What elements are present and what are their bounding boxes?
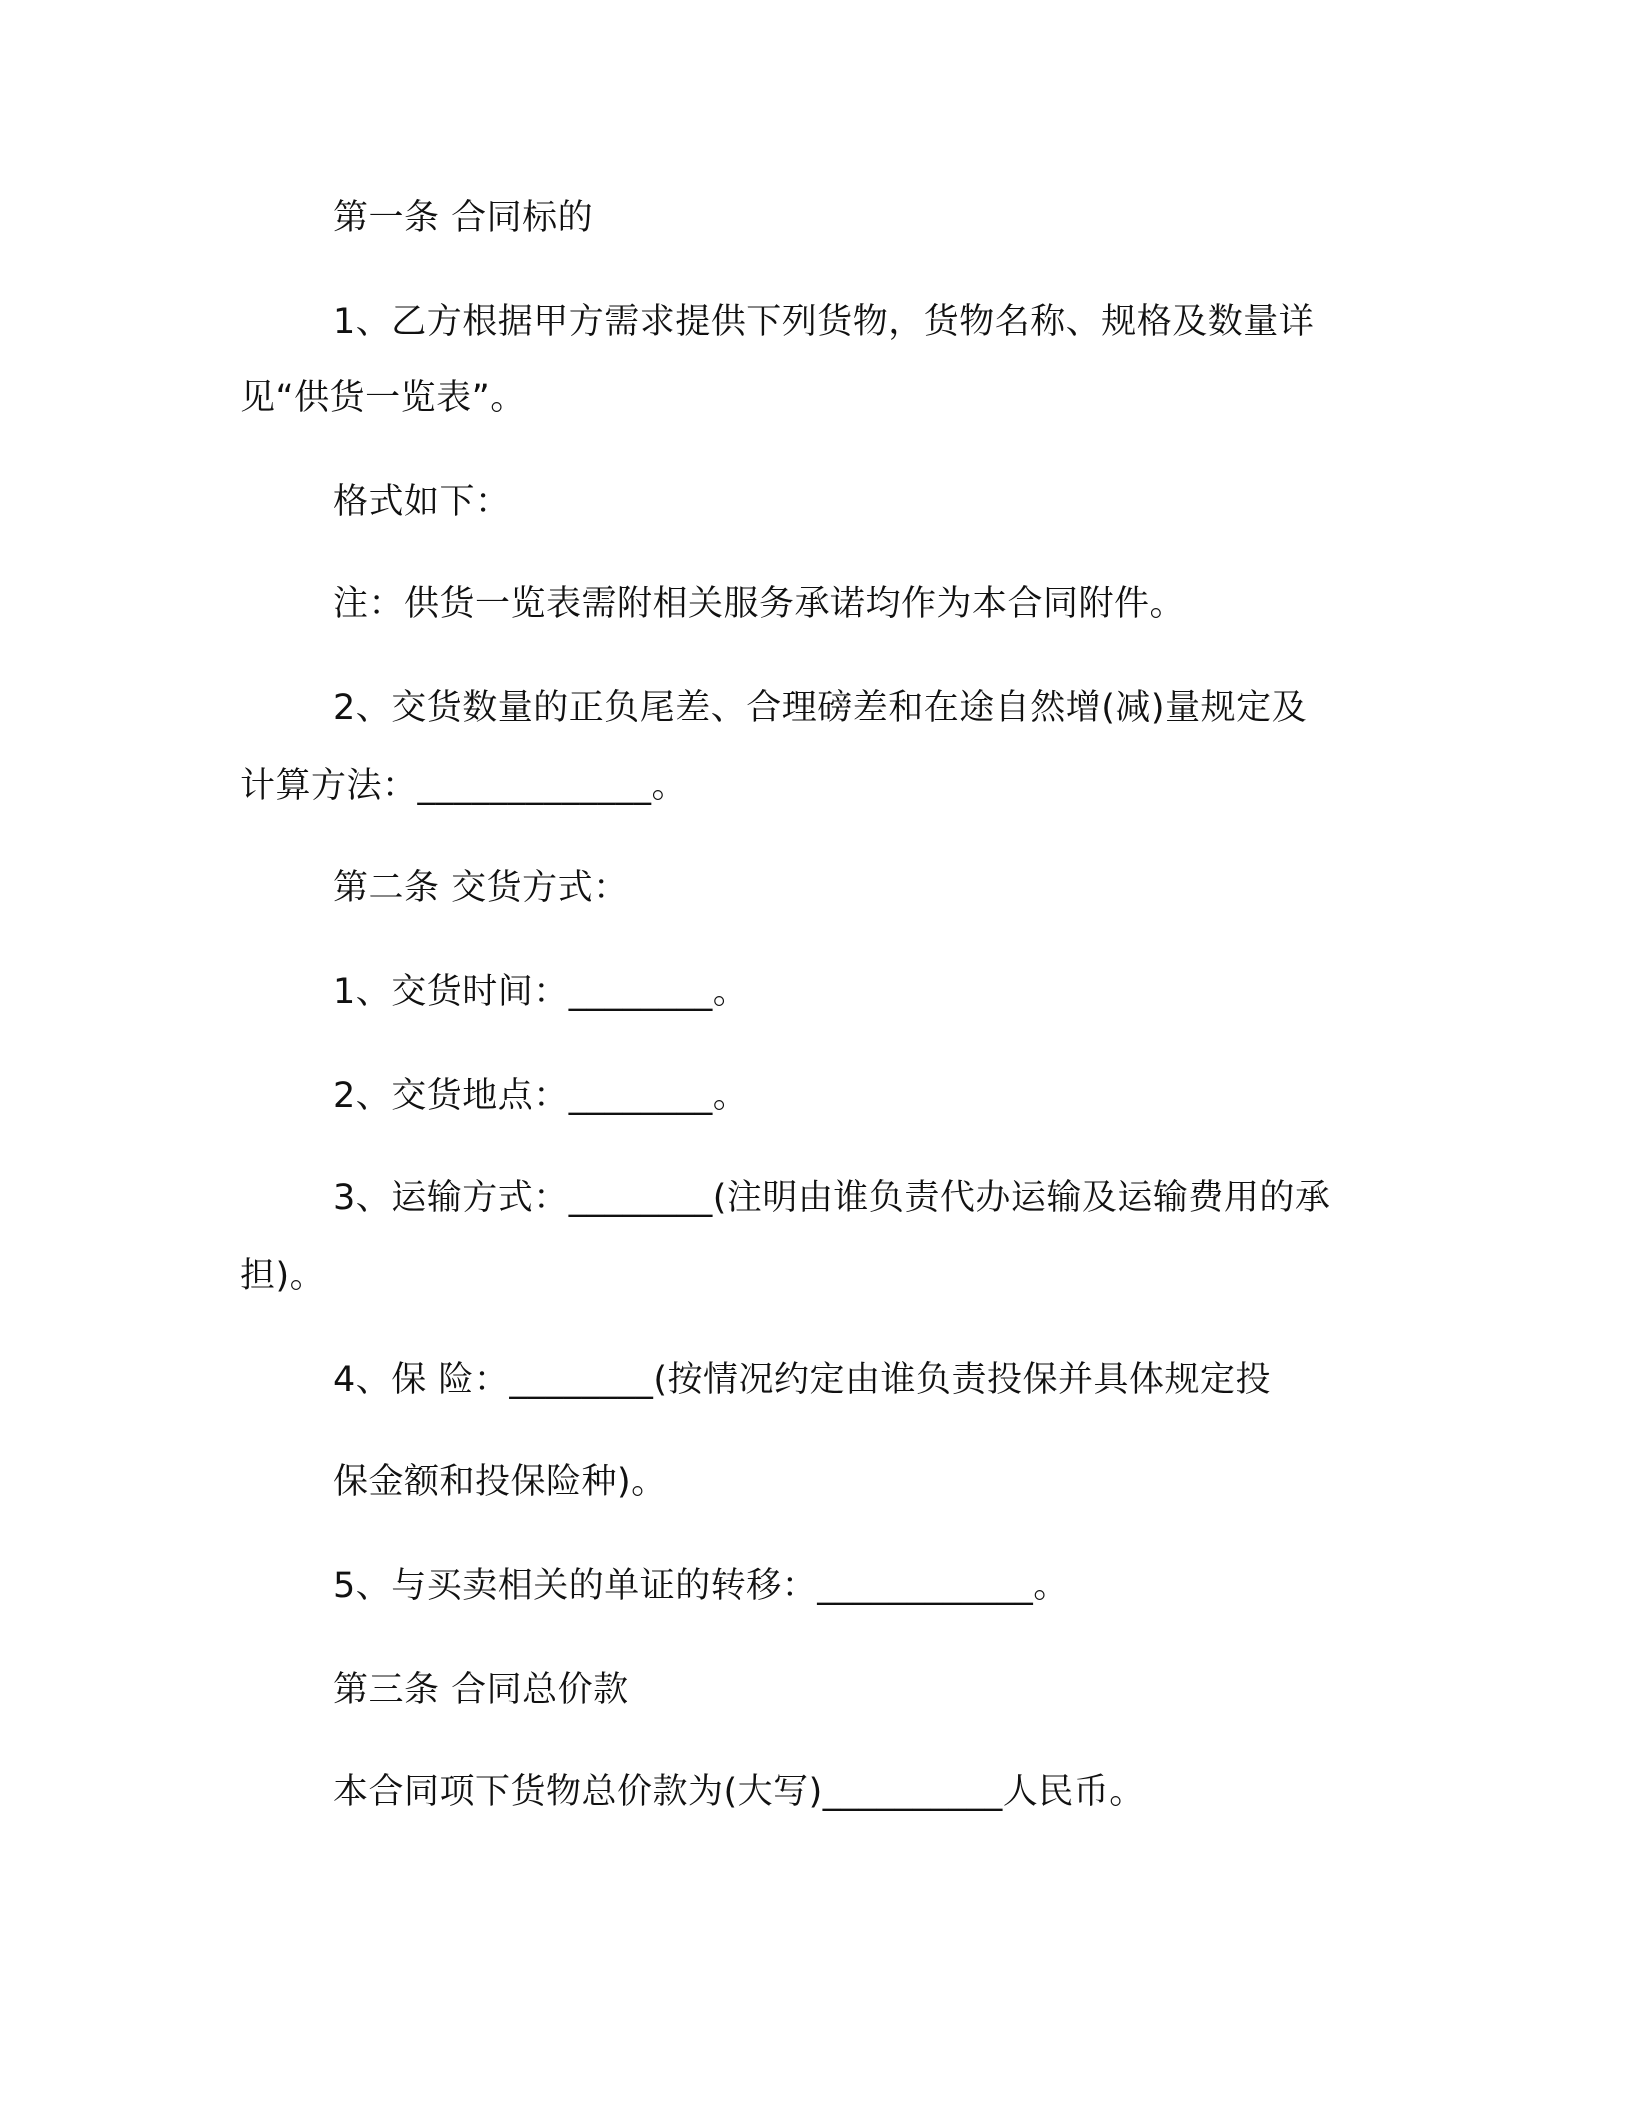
clause-2-5-text: 5、与买卖相关的单证的转移：____________。: [333, 1566, 1069, 1606]
article-3-heading: 第三条 合同总价款: [333, 1670, 629, 1710]
clause-1-2-text-continued: 计算方法：_____________。: [240, 766, 688, 806]
clause-2-3-text: 3、运输方式：________(注明由谁负责代办运输及运输费用的承: [333, 1178, 1331, 1218]
clause-1-2-text: 2、交货数量的正负尾差、合理磅差和在途自然增(减)量规定及: [333, 688, 1308, 728]
format-label: 格式如下：: [333, 482, 511, 522]
clause-2-3-text-continued: 担)。: [240, 1256, 326, 1296]
total-price-text: 本合同项下货物总价款为(大写)__________人民币。: [333, 1772, 1145, 1812]
clause-2-2-text: 2、交货地点：________。: [333, 1076, 749, 1116]
clause-2-4-text: 4、保 险：________(按情况约定由谁负责投保并具体规定投: [333, 1360, 1272, 1400]
clause-1-1-text-continued: 见“供货一览表”。: [240, 378, 526, 418]
note-text: 注：供货一览表需附相关服务承诺均作为本合同附件。: [333, 584, 1186, 624]
article-1-heading: 第一条 合同标的: [333, 198, 594, 238]
clause-2-1-text: 1、交货时间：________。: [333, 972, 749, 1012]
article-2-heading: 第二条 交货方式：: [333, 868, 629, 908]
clause-2-4-text-continued: 保金额和投保险种)。: [333, 1462, 667, 1502]
clause-1-1-text: 1、乙方根据甲方需求提供下列货物，货物名称、规格及数量详: [333, 302, 1315, 342]
